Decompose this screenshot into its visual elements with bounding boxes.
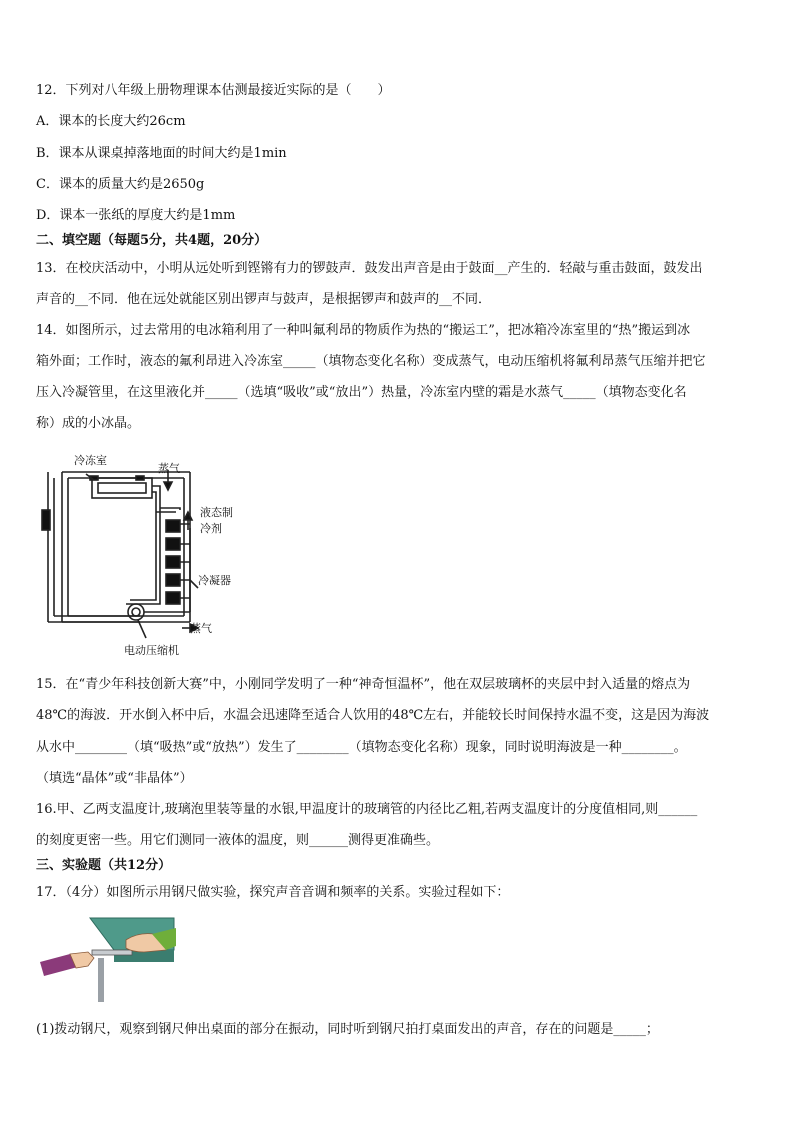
label-compressor: 电动压缩机 [124, 644, 179, 657]
q17-sub1: (1)拨动钢尺，观察到钢尺伸出桌面的部分在振动，同时听到钢尺拍打桌面发出的声音，存在的问题是_____； [36, 1022, 659, 1037]
q15-line-1: 15．在“青少年科技创新大赛”中，小刚同学发明了一种“神奇恒温杯”，他在双层玻璃杯的夹层中封入适量的熔点为 [36, 677, 691, 692]
label-vapor-bottom: 蒸气 [190, 622, 212, 635]
q14-line-1: 14．如图所示，过去常用的电冰箱利用了一种叫氟利昂的物质作为热的“搬运工”，把冰箱冷冻室里的“热”搬运到冰 [36, 323, 691, 338]
q14-line-2: 箱外面；工作时，液态的氟利昂进入冷冻室_____（填物态变化名称）变成蒸气，电动压缩机将氟利昂蒸气压缩并把它 [36, 354, 706, 369]
q16-line-1: 16.甲、乙两支温度计,玻璃泡里装等量的水银,甲温度计的玻璃管的内径比乙粗,若两支温度计的分度值相同,则______ [36, 802, 698, 817]
steel-ruler-drawing [40, 910, 176, 1004]
section-fill-in-heading: 二、填空题（每题5分，共4题，20分） [36, 233, 268, 248]
q15-line-2: 48℃的海波．开水倒入杯中后，水温会迅速降至适合人饮用的48℃左右，并能较长时间保持水温不变，这是因为海波 [36, 708, 710, 723]
q12-stem: 12．下列对八年级上册物理课本估测最接近实际的是（ ） [36, 83, 391, 98]
label-vapor-top: 蒸气 [158, 462, 180, 475]
q17-stem: 17．（4分）如图所示用钢尺做实验，探究声音音调和频率的关系。实验过程如下： [36, 885, 510, 900]
q15-line-3: 从水中________（填“吸热”或“放热”）发生了________（填物态变化名称）现象，同时说明海波是一种________。 [36, 740, 687, 755]
q12-option-c: C．课本的质量大约是2650g [36, 177, 205, 192]
refrigerator-diagram [40, 452, 260, 660]
label-freezer: 冷冻室 [74, 454, 107, 467]
q14-line-4: 称）成的小冰晶。 [36, 416, 141, 431]
label-liquid-refrigerant-1: 液态制 [200, 506, 233, 519]
q13-line-2: 声音的__不同．他在远处就能区别出锣声与鼓声，是根据锣声和鼓声的__不同． [36, 292, 492, 307]
q12-option-b: B．课本从课桌掉落地面的时间大约是1min [36, 146, 287, 161]
refrigerator-diagram-drawing [40, 452, 260, 660]
steel-ruler-figure [40, 910, 176, 1004]
q15-line-4: （填选“晶体”或“非晶体”） [36, 771, 193, 786]
q12-option-d: D．课本一张纸的厚度大约是1mm [36, 208, 236, 223]
label-condenser: 冷凝器 [198, 574, 231, 587]
q16-line-2: 的刻度更密一些。用它们测同一液体的温度，则______测得更准确些。 [36, 833, 440, 848]
q13-line-1: 13．在校庆活动中，小明从远处听到铿锵有力的锣鼓声．鼓发出声音是由于鼓面__产生的．轻敲与重击鼓面，鼓发出 [36, 261, 703, 276]
q14-line-3: 压入冷凝管里，在这里液化并_____（选填“吸收”或“放出”）热量，冷冻室内壁的霜是水蒸气_____（填物态变化名 [36, 385, 687, 400]
label-liquid-refrigerant-2: 冷剂 [200, 522, 222, 535]
section-experiment-heading: 三、实验题（共12分） [36, 858, 172, 873]
q12-option-a: A．课本的长度大约26cm [36, 114, 186, 129]
